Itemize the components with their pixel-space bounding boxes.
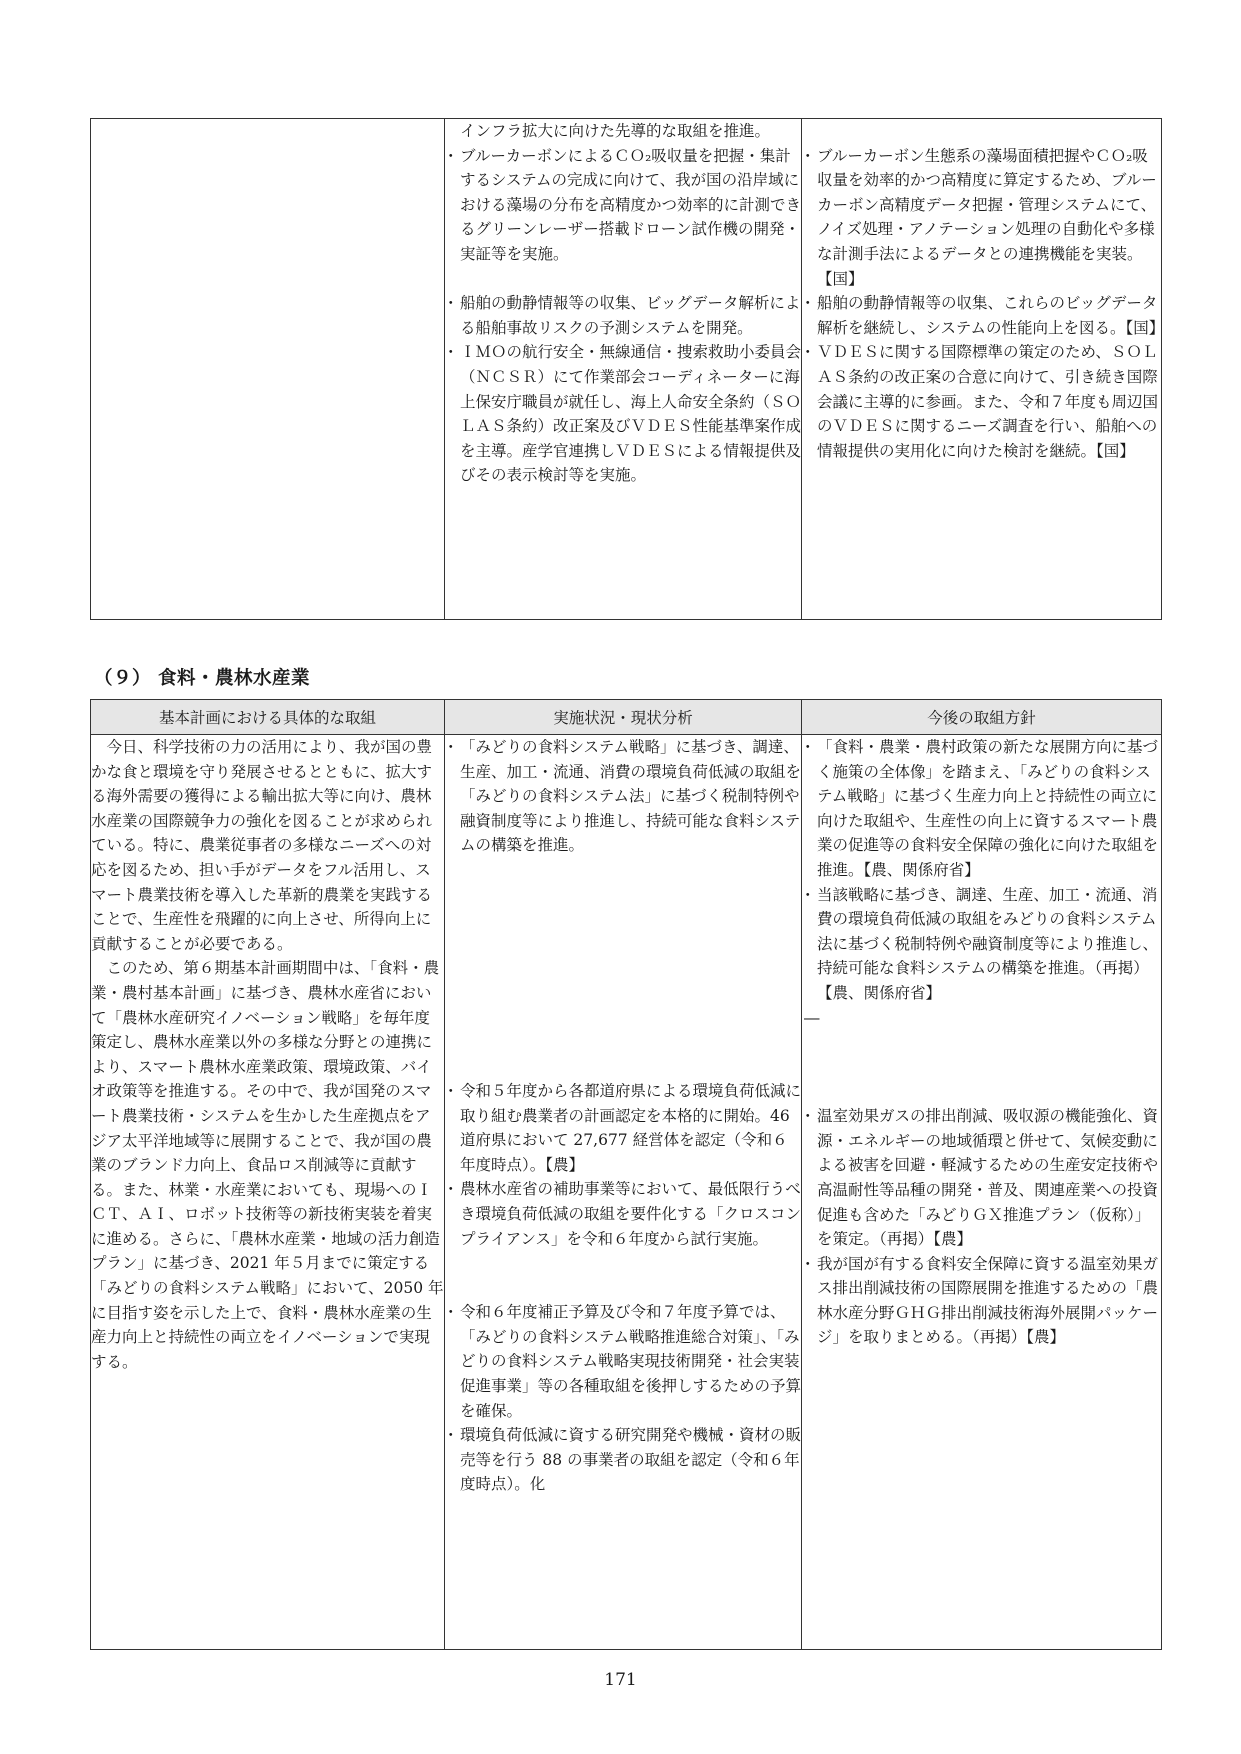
- continuation-table: [90, 118, 1165, 620]
- bullet-item: ・ 我が国が有する食料安全保障に資する温室効果ガス排出削減技術の国際展開を推進するための「農林水産分野ＧＨＧ排出削減技術海外展開パッケージ」を取りまとめる。（再掲）【農】: [802, 1252, 1161, 1350]
- paragraph: 今日、科学技術の力の活用により、我が国の豊かな食と環境を守り発展させるとともに、拡大する海外需要の獲得による輸出拡大等に向け、農林水産業の国際競争力の強化を図ることが求められている。特に、農業従事者の多様なニーズへの対応を図るため、担い手がデータをフル活用し、スマート農業技術を導入した革新的農業を実践することで、生産性を飛躍的に向上させ、所得向上に貢献することが必要である。: [91, 738, 433, 953]
- bullet-item: ・ 当該戦略に基づき、調達、生産、加工・流通、消費の環境負荷低減の取組をみどりの食料システム法に基づく税制特例や融資制度等により推進し、持続可能な食料システムの構築を推進。（再掲）【農、関係府省】: [802, 883, 1161, 1006]
- paragraph: このため、第６期基本計画期間中は、「食料・農業・農村基本計画」に基づき、農林水産省において「農林水産研究イノベーション戦略」を毎年度策定し、農林水産業以外の多様な分野との連携により、スマート農林水産業政策、環境政策、バイオ政策等を推進する。その中で、我が国発のスマート農業技術・システムを生かした生産拠点をアジア太平洋地域等に展開することで、我が国の農業のブランド力向上、食品ロス削減等に貢献する。また、林業・水産業においても、現場へのＩＣＴ、ＡＩ、ロボット技術等の新技術実装を着実に進める。さらに、「農林水産業・地域の活力創造プラン」に基づき、2021 年５月までに策定する「みどりの食料システム戦略」において、2050 年に目指す姿を示した上で、食料・農林水産業の生産力向上と持続性の両立をイノベーションで実現する。: [91, 959, 444, 1371]
- header-basic-plan: 基本計画における具体的な取組: [91, 700, 445, 735]
- bullet-item: ・ 船舶の動静情報等の収集、これらのビッグデータ解析を継続し、システムの性能向上を図る。【国】: [802, 291, 1161, 340]
- continuation-col3-cell: [802, 119, 1165, 620]
- bullet-item: ・ 「食料・農業・農村政策の新たな展開方向に基づく施策の全体像」を踏まえ、「みどりの食料システム戦略」に基づく生産力向上と持続性の両立に向けた取組や、生産性の向上に資するスマート農業の促進等の食料安全保障の強化に向けた取組を推進。【農、関係府省】: [802, 735, 1161, 883]
- continuation-text: インフラ拡大に向けた先導的な取組を推進。: [460, 122, 771, 140]
- dash-item: ―: [804, 1008, 820, 1027]
- bullet-item: ・ 環境負荷低減に資する研究開発や機械・資材の販売等を行う 88 の事業者の取組を認定（令和６年度時点）。化: [445, 1423, 801, 1497]
- status-cell: [445, 735, 802, 1650]
- section-title: （９） 食料・農林水産業: [94, 668, 310, 689]
- future-policy-cell: [802, 735, 1162, 1650]
- table-row: [91, 735, 1162, 1650]
- bullet-item: ・ ＩＭＯの航行安全・無線通信・捜索救助小委員会（ＮＣＳＲ）にて作業部会コーディネーターに海上保安庁職員が就任し、海上人命安全条約（ＳＯＬＡＳ条約）改正案及びＶＤＥＳ性能基準案作成を主導。産学官連携しＶＤＥＳによる情報提供及びその表示検討等を実施。: [445, 340, 801, 488]
- continuation-col2-cell: [445, 119, 802, 620]
- bullet-item: ・ 「みどりの食料システム戦略」に基づき、調達、生産、加工・流通、消費の環境負荷低減の取組を「みどりの食料システム法」に基づく税制特例や融資制度等により推進し、持続可能な食料システムの構築を推進。: [445, 735, 801, 858]
- table-header-row: [91, 700, 1162, 735]
- header-status: 実施状況・現状分析: [445, 700, 802, 735]
- bullet-item: ・ 温室効果ガスの排出削減、吸収源の機能強化、資源・エネルギーの地域循環と併せて、気候変動による被害を回避・軽減するための生産安定技術や高温耐性等品種の開発・普及、関連産業への投資促進も含めた「みどりＧＸ推進プラン（仮称）」を策定。（再掲）【農】: [802, 1104, 1161, 1252]
- bullet-item: ・ 令和５年度から各都道府県による環境負荷低減に取り組む農業者の計画認定を本格的に開始。46 道府県において 27,677 経営体を認定（令和６年度時点）。【農】: [445, 1079, 801, 1177]
- bullet-item: ・ ＶＤＥＳに関する国際標準の策定のため、ＳＯＬＡＳ条約の改正案の合意に向けて、引き続き国際会議に主導的に参画。また、令和７年度も周辺国のＶＤＥＳに関するニーズ調査を行い、船舶への情報提供の実用化に向けた検討を継続。【国】: [802, 340, 1161, 463]
- continuation-col1-cell: [91, 119, 445, 620]
- bullet-item: ・ ブルーカーボン生態系の藻場面積把握やＣＯ₂吸収量を効率的かつ高精度に算定するため、ブルーカーボン高精度データ把握・管理システムにて、ノイズ処理・アノテーション処理の自動化や多様な計測手法によるデータとの連携機能を実装。【国】: [802, 144, 1161, 292]
- food-agriculture-table: [90, 699, 1162, 1650]
- page-number: 171: [604, 1670, 637, 1690]
- bullet-item: ・ 令和６年度補正予算及び令和７年度予算では、「みどりの食料システム戦略推進総合対策」、「みどりの食料システム戦略実現技術開発・社会実装促進事業」等の各種取組を後押しするための予算を確保。: [445, 1300, 801, 1423]
- basic-plan-cell: [91, 735, 445, 1650]
- bullet-item: ・ 船舶の動静情報等の収集、ビッグデータ解析による船舶事故リスクの予測システムを開発。: [445, 291, 801, 340]
- bullet-item: ・ 農林水産省の補助事業等において、最低限行うべき環境負荷低減の取組を要件化する「クロスコンプライアンス」を令和６年度から試行実施。: [445, 1177, 801, 1251]
- header-future-policy: 今後の取組方針: [802, 700, 1162, 735]
- bullet-item: ・ ブルーカーボンによるＣＯ₂吸収量を把握・集計するシステムの完成に向けて、我が国の沿岸域における藻場の分布を高精度かつ効率的に計測できるグリーンレーザー搭載ドローン試作機の開発・実証等を実施。: [445, 144, 801, 267]
